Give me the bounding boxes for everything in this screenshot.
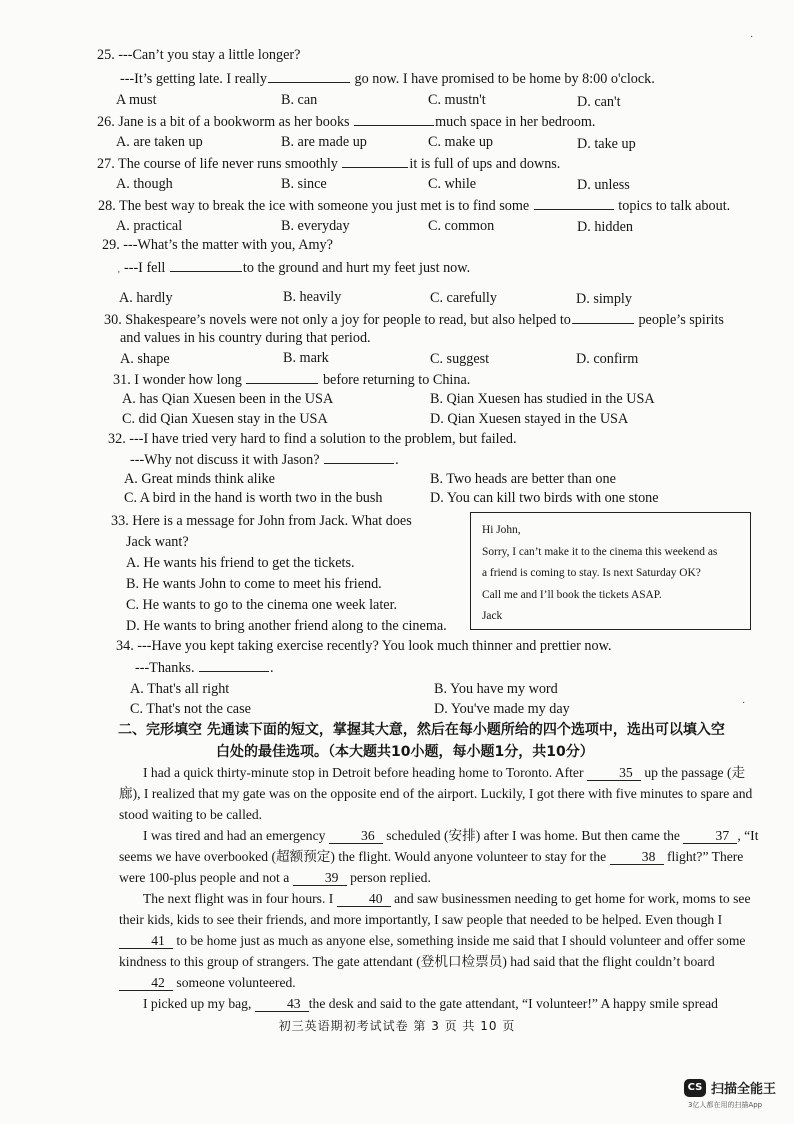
q30-pre: 30. Shakespeare’s novels were not only a joy for people to read, but also helped to	[104, 312, 571, 328]
q25-line2-pre: ---It’s getting late. I really	[120, 71, 267, 87]
scanner-app-name: 扫描全能王	[711, 1082, 777, 1097]
q33-option-a: A. He wants his friend to get the tickets.	[126, 555, 355, 571]
q28-option-b: B. everyday	[281, 218, 350, 234]
q27-option-b: B. since	[281, 176, 327, 192]
q29-option-c: C. carefully	[430, 290, 497, 306]
section-heading: 二、完形填空 先通读下面的短文，掌握其大意，然后在每小题所给的四个选项中，选出可以填入空	[118, 722, 725, 738]
blank-43: 43	[255, 996, 309, 1012]
q27-blank	[342, 154, 408, 168]
message-line: a friend is coming to stay. Is next Saturday OK?	[482, 567, 701, 579]
q30-post: people’s spirits	[638, 312, 724, 328]
q29-line2	[124, 258, 470, 277]
q32-option-d: D. You can kill two birds with one stone	[430, 490, 659, 506]
q31-blank	[246, 370, 318, 384]
q25-line2	[120, 69, 655, 88]
q32-option-c: C. A bird in the hand is worth two in the bush	[124, 490, 383, 506]
q27-option-a: A. though	[116, 176, 173, 192]
q30-blank	[572, 310, 634, 324]
message-signature: Jack	[482, 610, 503, 622]
p2-text-d: flight?” There were 100-plus people and not a	[119, 849, 744, 885]
q25-option-d: D. can't	[577, 94, 621, 110]
p3-text-a: The next flight was in four hours. I	[143, 891, 334, 906]
q25-option-a: A must	[116, 92, 157, 108]
p2-text-b: scheduled (安排) after I was home. But then came the	[386, 828, 680, 843]
p3-text-c: to be home just as much as anyone else, something inside me said that I should volunteer and offer some kindness to this group of strangers. The gate attendant (登机口检票员) had said that the flight couldn’t board	[119, 933, 746, 969]
q27-option-c: C. while	[428, 176, 477, 192]
blank-36: 36	[329, 828, 383, 844]
blank-39: 39	[293, 870, 347, 886]
passage-paragraph-4	[119, 993, 763, 1014]
p2-text-a: I was tired and had an emergency	[143, 828, 326, 843]
blank-42: 42	[119, 975, 173, 991]
p3-text-d: someone volunteered.	[176, 975, 296, 990]
p2-text-e: person replied.	[350, 870, 431, 885]
q31-option-d: D. Qian Xuesen stayed in the USA	[430, 411, 629, 427]
p1-text-b: up the passage (走廊), I realized that my gate was on the opposite end of the airport. Luckily, I got there with five minutes to spare and stood waiting to be called.	[119, 765, 753, 822]
p2-text-c: , “It seems we have overbooked (超额预定) the flight. Would anyone volunteer to stay for the	[119, 828, 759, 864]
passage-paragraph-1	[119, 762, 763, 825]
q29-option-d: D. simply	[576, 291, 632, 307]
message-box	[470, 512, 751, 630]
q30-stem	[104, 310, 724, 329]
p1-text-a: I had a quick thirty-minute stop in Detroit before heading home to Toronto. After	[143, 765, 584, 780]
q27-option-d: D. unless	[577, 177, 630, 193]
q34-option-a: A. That's all right	[130, 681, 230, 697]
q26-pre: 26. Jane is a bit of a bookworm as her books	[97, 114, 350, 130]
q28-blank	[534, 196, 614, 210]
q31-pre: 31. I wonder how long	[113, 372, 242, 388]
q28-option-c: C. common	[428, 218, 495, 234]
stray-mark: ·	[742, 698, 746, 709]
q27-stem	[97, 154, 560, 173]
q34-option-c: C. That's not the case	[130, 701, 251, 717]
q32-line2-post: .	[395, 452, 399, 468]
q29-line2-post: to the ground and hurt my feet just now.	[242, 260, 471, 276]
q34-option-d: D. You've made my day	[434, 701, 570, 717]
q26-option-d: D. take up	[577, 136, 636, 152]
q33-line2: Jack want?	[126, 534, 189, 550]
q30-option-a: A. shape	[120, 351, 170, 367]
q26-post: much space in her bedroom.	[435, 114, 596, 130]
passage	[119, 762, 763, 1014]
q29-line2-pre: ---I fell	[124, 260, 166, 276]
stray-mark: '	[118, 270, 120, 281]
blank-35: 35	[587, 765, 641, 781]
q31-option-b: B. Qian Xuesen has studied in the USA	[430, 391, 655, 407]
camscanner-icon: CS	[684, 1079, 706, 1097]
p3-text-b: and saw businessmen needing to get home for work, moms to see their kids, kids to see their friends, and more importantly, I saw people that needed to be helped. Even though I	[119, 891, 751, 927]
q26-option-a: A. are taken up	[116, 134, 203, 150]
q34-line2-post: .	[270, 660, 274, 676]
p4-text-b: the desk and said to the gate attendant, “I volunteer!” A happy smile spread	[308, 996, 718, 1011]
q31-option-a: A. has Qian Xuesen been in the USA	[122, 391, 334, 407]
q25-line2-post: go now. I have promised to be home by 8:00 o'clock.	[354, 71, 655, 87]
q32-option-a: A. Great minds think alike	[124, 471, 275, 487]
blank-37: 37	[683, 828, 737, 844]
q34-blank	[199, 658, 269, 672]
scanner-tagline: 3亿人都在用的扫描App	[688, 1101, 763, 1109]
q27-pre: 27. The course of life never runs smoothly	[97, 156, 338, 172]
scanner-badge	[684, 1078, 776, 1097]
message-line: Sorry, I can’t make it to the cinema this weekend as	[482, 545, 718, 558]
q25-option-c: C. mustn't	[428, 92, 486, 108]
q28-option-a: A. practical	[116, 218, 183, 234]
q30-option-c: C. suggest	[430, 351, 490, 367]
section-heading-cont: 白处的最佳选项。（本大题共10小题，每小题1分，共10分）	[216, 744, 594, 760]
blank-38: 38	[610, 849, 664, 865]
message-line: Call me and I’ll book the tickets ASAP.	[482, 588, 662, 601]
q31-post: before returning to China.	[322, 372, 471, 388]
q28-stem	[98, 196, 730, 215]
q25-blank	[268, 69, 350, 83]
passage-paragraph-2	[119, 825, 763, 888]
q32-line2-pre: ---Why not discuss it with Jason?	[130, 452, 320, 468]
q30-option-d: D. confirm	[576, 351, 639, 367]
blank-40: 40	[337, 891, 391, 907]
q29-blank	[170, 258, 242, 272]
q34-option-b: B. You have my word	[434, 681, 558, 697]
q29-line1: 29. ---What’s the matter with you, Amy?	[102, 237, 333, 253]
q34-line2	[135, 658, 274, 677]
q34-line2-pre: ---Thanks.	[135, 660, 195, 676]
q32-line1: 32. ---I have tried very hard to find a solution to the problem, but failed.	[108, 431, 517, 447]
q34-line1: 34. ---Have you kept taking exercise recently? You look much thinner and prettier now.	[116, 638, 612, 654]
q26-blank	[354, 112, 434, 126]
q28-option-d: D. hidden	[577, 219, 633, 235]
passage-paragraph-3	[119, 888, 763, 993]
q30-option-b: B. mark	[283, 350, 329, 366]
q33-option-d: D. He wants to bring another friend along to the cinema.	[126, 618, 447, 634]
q25-line1: 25. ---Can’t you stay a little longer?	[97, 47, 301, 63]
q28-post: topics to talk about.	[618, 198, 731, 214]
q28-pre: 28. The best way to break the ice with someone you just met is to find some	[98, 198, 530, 214]
q32-line2	[130, 450, 399, 469]
q33-option-b: B. He wants John to come to meet his friend.	[126, 576, 382, 592]
blank-41: 41	[119, 933, 173, 949]
q30-line2: and values in his country during that period.	[120, 330, 371, 346]
p4-text-a: I picked up my bag,	[143, 996, 252, 1011]
q32-blank	[324, 450, 394, 464]
q26-stem	[97, 112, 595, 131]
q25-option-b: B. can	[281, 92, 318, 108]
q26-option-b: B. are made up	[281, 134, 367, 150]
q31-option-c: C. did Qian Xuesen stay in the USA	[122, 411, 328, 427]
message-greeting: Hi John,	[482, 524, 521, 536]
q31-stem	[113, 370, 470, 389]
page-footer: 初三英语期初考试试卷 第 3 页 共 10 页	[278, 1019, 516, 1033]
q29-option-b: B. heavily	[283, 289, 342, 305]
q27-post: it is full of ups and downs.	[409, 156, 561, 172]
q32-option-b: B. Two heads are better than one	[430, 471, 616, 487]
q26-option-c: C. make up	[428, 134, 494, 150]
q33-option-c: C. He wants to go to the cinema one week later.	[126, 597, 398, 613]
q33-line1: 33. Here is a message for John from Jack. What does	[111, 513, 412, 529]
q29-option-a: A. hardly	[119, 290, 173, 306]
stray-mark: ·	[750, 32, 754, 43]
